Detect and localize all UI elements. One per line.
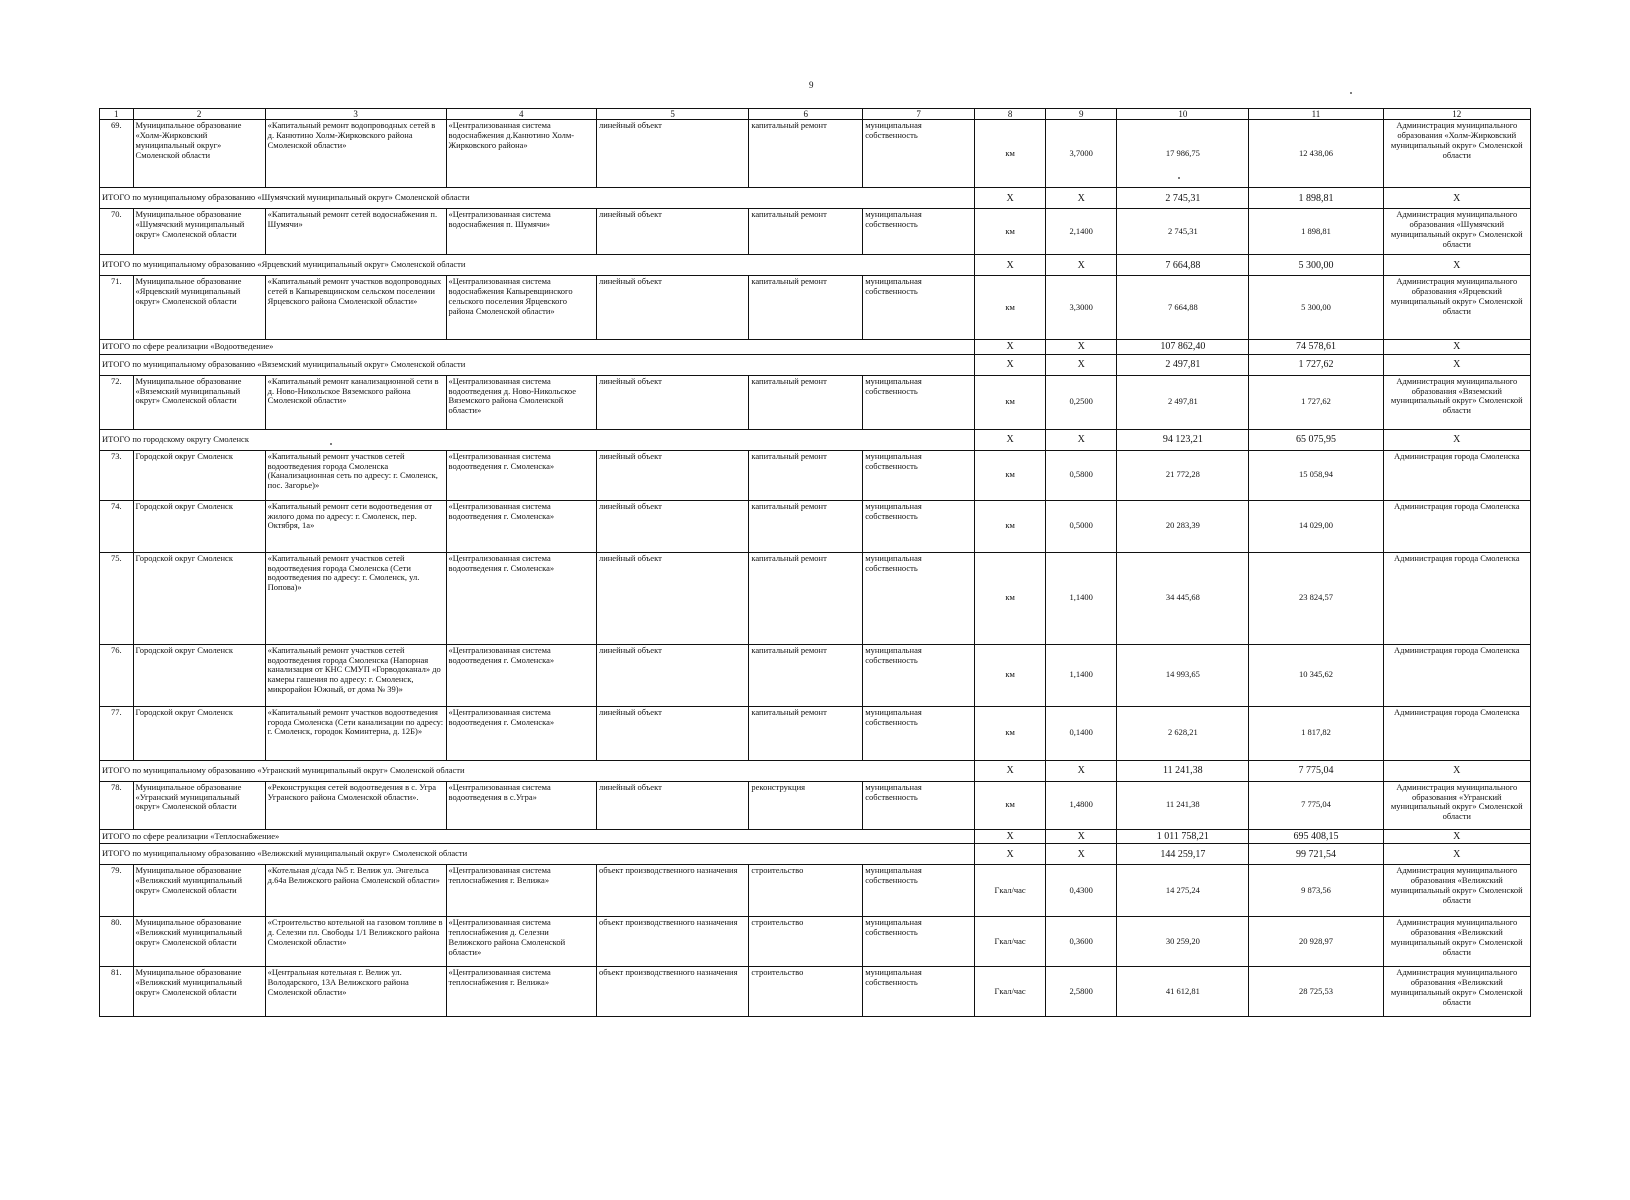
total-cost-regional: 695 408,15 [1249,829,1383,844]
total-cost-total: 1 011 758,21 [1117,829,1249,844]
ownership-cell: муниципальная собственность [863,375,975,429]
cost-regional-cell: 14 029,00 [1249,500,1383,552]
row-number: 74. [100,500,134,552]
ownership-cell: муниципальная собственность [863,967,975,1017]
object-type-cell: линейный объект [596,781,748,829]
total-row [100,829,1531,844]
total-cost-regional: 1 898,81 [1249,188,1383,209]
scan-speck [1350,92,1352,94]
column-number: 9 [1046,109,1117,120]
cost-total-cell: 2 745,31 [1117,209,1249,255]
activity-cell: строительство [749,865,863,917]
capacity-cell: 0,5800 [1046,450,1117,500]
column-number: 1 [100,109,134,120]
total-customer: X [1383,829,1530,844]
customer-cell: Администрация муниципального образования «Холм-Жирковский муниципальный округ» Смоленской области [1383,120,1530,188]
cost-regional-cell: 15 058,94 [1249,450,1383,500]
activity-cell: капитальный ремонт [749,706,863,760]
work-name-cell: «Реконструкция сетей водоотведения в с. Угра Угранского района Смоленской области». [265,781,446,829]
row-number: 78. [100,781,134,829]
capacity-cell: 0,2500 [1046,375,1117,429]
capacity-cell: 1,1400 [1046,644,1117,706]
municipality-cell: Муниципальное образование «Велижский муниципальный округ» Смоленской области [133,865,265,917]
column-number: 6 [749,109,863,120]
total-cost-regional: 1 727,62 [1249,354,1383,375]
work-name-cell: «Капитальный ремонт сетей водоснабжения п. Шумячи» [265,209,446,255]
system-cell: «Централизованная система водоснабжения п. Шумячи» [446,209,596,255]
table-row [100,450,1531,500]
unit-cell: км [975,552,1046,644]
customer-cell: Администрация города Смоленска [1383,706,1530,760]
cost-total-cell: 30 259,20 [1117,917,1249,967]
ownership-cell: муниципальная собственность [863,209,975,255]
row-number: 76. [100,644,134,706]
total-capacity: X [1046,255,1117,276]
municipality-cell: Городской округ Смоленск [133,644,265,706]
total-customer: X [1383,760,1530,781]
column-number: 4 [446,109,596,120]
object-type-cell: линейный объект [596,644,748,706]
table-row [100,552,1531,644]
activity-cell: строительство [749,967,863,1017]
total-label: ИТОГО по муниципальному образованию «Ярцевский муниципальный округ» Смоленской области [100,255,975,276]
cost-regional-cell: 1 817,82 [1249,706,1383,760]
row-number: 73. [100,450,134,500]
capacity-cell: 0,5000 [1046,500,1117,552]
customer-cell: Администрация муниципального образования «Угранский муниципальный округ» Смоленской области [1383,781,1530,829]
total-cost-regional: 5 300,00 [1249,255,1383,276]
unit-cell: км [975,375,1046,429]
unit-cell: км [975,209,1046,255]
capacity-cell: 2,1400 [1046,209,1117,255]
total-capacity: X [1046,429,1117,450]
ownership-cell: муниципальная собственность [863,644,975,706]
system-cell: «Централизованная система теплоснабжения д. Селезни Велижского района Смоленской области» [446,917,596,967]
total-row [100,340,1531,355]
object-type-cell: линейный объект [596,552,748,644]
system-cell: «Централизованная система водоснабжения Капыревщинского сельского поселения Ярцевского района Смоленской области» [446,276,596,340]
cost-regional-cell: 20 928,97 [1249,917,1383,967]
unit-cell: км [975,644,1046,706]
work-name-cell: «Капитальный ремонт водопроводных сетей в д. Канютино Холм-Жирковского района Смоленской области» [265,120,446,188]
total-customer: X [1383,354,1530,375]
table-row [100,500,1531,552]
municipality-cell: Муниципальное образование «Угранский муниципальный округ» Смоленской области [133,781,265,829]
total-unit: X [975,340,1046,355]
row-number: 79. [100,865,134,917]
cost-total-cell: 20 283,39 [1117,500,1249,552]
unit-cell: км [975,706,1046,760]
municipality-cell: Городской округ Смоленск [133,552,265,644]
total-cost-regional: 65 075,95 [1249,429,1383,450]
activity-cell: капитальный ремонт [749,209,863,255]
column-number: 10 [1117,109,1249,120]
ownership-cell: муниципальная собственность [863,276,975,340]
total-row [100,760,1531,781]
cost-total-cell: 11 241,38 [1117,781,1249,829]
unit-cell: км [975,450,1046,500]
total-unit: X [975,188,1046,209]
capacity-cell: 0,1400 [1046,706,1117,760]
customer-cell: Администрация города Смоленска [1383,644,1530,706]
column-number: 8 [975,109,1046,120]
object-type-cell: линейный объект [596,706,748,760]
object-type-cell: линейный объект [596,375,748,429]
table-row [100,375,1531,429]
cost-total-cell: 17 986,75 [1117,120,1249,188]
row-number: 81. [100,967,134,1017]
column-number: 7 [863,109,975,120]
row-number: 80. [100,917,134,967]
cost-total-cell: 41 612,81 [1117,967,1249,1017]
cost-regional-cell: 28 725,53 [1249,967,1383,1017]
municipality-cell: Муниципальное образование «Холм-Жирковский муниципальный округ» Смоленской области [133,120,265,188]
municipality-cell: Городской округ Смоленск [133,450,265,500]
work-name-cell: «Центральная котельная г. Велиж ул. Володарского, 13А Велижского района Смоленской области» [265,967,446,1017]
activity-cell: капитальный ремонт [749,120,863,188]
object-type-cell: объект производственного назначения [596,865,748,917]
capacity-cell: 0,4300 [1046,865,1117,917]
activity-cell: капитальный ремонт [749,276,863,340]
total-cost-total: 107 862,40 [1117,340,1249,355]
table-row [100,276,1531,340]
table-row [100,781,1531,829]
total-unit: X [975,255,1046,276]
table-row [100,209,1531,255]
customer-cell: Администрация муниципального образования «Вяземский муниципальный округ» Смоленской области [1383,375,1530,429]
total-unit: X [975,760,1046,781]
column-number: 5 [596,109,748,120]
activity-cell: капитальный ремонт [749,552,863,644]
system-cell: «Централизованная система теплоснабжения г. Велижа» [446,865,596,917]
total-label: ИТОГО по городскому округу Смоленск [100,429,975,450]
total-customer: X [1383,340,1530,355]
total-cost-regional: 99 721,54 [1249,844,1383,865]
column-number-row [100,109,1531,120]
system-cell: «Централизованная система теплоснабжения г. Велижа» [446,967,596,1017]
total-row [100,188,1531,209]
municipality-cell: Муниципальное образование «Шумячский муниципальный округ» Смоленской области [133,209,265,255]
cost-regional-cell: 1 727,62 [1249,375,1383,429]
capacity-cell: 3,3000 [1046,276,1117,340]
unit-cell: км [975,120,1046,188]
activity-cell: капитальный ремонт [749,375,863,429]
ownership-cell: муниципальная собственность [863,552,975,644]
table-row [100,120,1531,188]
scan-speck [1178,177,1180,179]
customer-cell: Администрация города Смоленска [1383,552,1530,644]
total-customer: X [1383,429,1530,450]
municipality-cell: Муниципальное образование «Вяземский муниципальный округ» Смоленской области [133,375,265,429]
cost-total-cell: 2 628,21 [1117,706,1249,760]
ownership-cell: муниципальная собственность [863,500,975,552]
object-type-cell: линейный объект [596,120,748,188]
total-cost-total: 144 259,17 [1117,844,1249,865]
row-number: 72. [100,375,134,429]
total-unit: X [975,829,1046,844]
column-number: 11 [1249,109,1383,120]
ownership-cell: муниципальная собственность [863,865,975,917]
total-customer: X [1383,188,1530,209]
work-name-cell: «Строительство котельной на газовом топливе в д. Селезни пл. Свободы 1/1 Велижского района Смоленской области» [265,917,446,967]
cost-total-cell: 14 275,24 [1117,865,1249,917]
unit-cell: км [975,276,1046,340]
customer-cell: Администрация муниципального образования «Велижский муниципальный округ» Смоленской области [1383,967,1530,1017]
ownership-cell: муниципальная собственность [863,917,975,967]
total-cost-total: 2 497,81 [1117,354,1249,375]
column-number: 2 [133,109,265,120]
activity-cell: строительство [749,917,863,967]
cost-regional-cell: 23 824,57 [1249,552,1383,644]
total-unit: X [975,844,1046,865]
row-number: 69. [100,120,134,188]
system-cell: «Централизованная система водоотведения г. Смоленска» [446,450,596,500]
capacity-cell: 2,5800 [1046,967,1117,1017]
row-number: 70. [100,209,134,255]
table-row [100,917,1531,967]
total-customer: X [1383,844,1530,865]
column-number: 12 [1383,109,1530,120]
total-label: ИТОГО по муниципальному образованию «Угранский муниципальный округ» Смоленской области [100,760,975,781]
table-row [100,706,1531,760]
total-cost-regional: 7 775,04 [1249,760,1383,781]
total-unit: X [975,429,1046,450]
work-name-cell: «Капитальный ремонт канализационной сети в д. Ново-Никольское Вяземского района Смоленской области» [265,375,446,429]
cost-regional-cell: 9 873,56 [1249,865,1383,917]
total-capacity: X [1046,340,1117,355]
cost-total-cell: 14 993,65 [1117,644,1249,706]
cost-regional-cell: 7 775,04 [1249,781,1383,829]
unit-cell: Гкал/час [975,967,1046,1017]
municipality-cell: Муниципальное образование «Ярцевский муниципальный округ» Смоленской области [133,276,265,340]
system-cell: «Централизованная система водоотведения г. Смоленска» [446,644,596,706]
unit-cell: Гкал/час [975,917,1046,967]
municipality-cell: Муниципальное образование «Велижский муниципальный округ» Смоленской области [133,967,265,1017]
cost-regional-cell: 1 898,81 [1249,209,1383,255]
unit-cell: км [975,500,1046,552]
cost-regional-cell: 10 345,62 [1249,644,1383,706]
total-cost-total: 11 241,38 [1117,760,1249,781]
row-number: 75. [100,552,134,644]
total-unit: X [975,354,1046,375]
work-name-cell: «Капитальный ремонт участков сетей водоотведения города Смоленска (Сети водоотведения по адресу: г. Смоленск, ул. Попова)» [265,552,446,644]
total-label: ИТОГО по сфере реализации «Водоотведение» [100,340,975,355]
capacity-cell: 1,1400 [1046,552,1117,644]
row-number: 77. [100,706,134,760]
customer-cell: Администрация муниципального образования «Шумячский муниципальный округ» Смоленской области [1383,209,1530,255]
page-number: 9 [809,80,814,90]
table-row [100,865,1531,917]
cost-total-cell: 21 772,28 [1117,450,1249,500]
total-cost-regional: 74 578,61 [1249,340,1383,355]
work-name-cell: «Капитальный ремонт сети водоотведения от жилого дома по адресу: г. Смоленск, пер. Октября, 1а» [265,500,446,552]
total-label: ИТОГО по муниципальному образованию «Велижский муниципальный округ» Смоленской области [100,844,975,865]
work-name-cell: «Капитальный ремонт участков водоотведения города Смоленска (Сети канализации по адресу: г. Смоленск, городок Коминтерна, д. 12Б)» [265,706,446,760]
total-customer: X [1383,255,1530,276]
object-type-cell: линейный объект [596,450,748,500]
total-row [100,429,1531,450]
total-label: ИТОГО по сфере реализации «Теплоснабжение» [100,829,975,844]
ownership-cell: муниципальная собственность [863,706,975,760]
customer-cell: Администрация муниципального образования «Велижский муниципальный округ» Смоленской области [1383,865,1530,917]
ownership-cell: муниципальная собственность [863,120,975,188]
capacity-cell: 0,3600 [1046,917,1117,967]
ownership-cell: муниципальная собственность [863,781,975,829]
total-capacity: X [1046,354,1117,375]
cost-regional-cell: 5 300,00 [1249,276,1383,340]
investment-program-table [99,108,1531,1017]
unit-cell: км [975,781,1046,829]
work-name-cell: «Капитальный ремонт участков сетей водоотведения города Смоленска (Канализационная сеть по адресу: г. Смоленск, пос. Загорье)» [265,450,446,500]
total-row [100,354,1531,375]
system-cell: «Централизованная система водоотведения г. Смоленска» [446,500,596,552]
cost-total-cell: 34 445,68 [1117,552,1249,644]
work-name-cell: «Котельная д/сада №5 г. Велиж ул. Энгельса д.64а Велижского района Смоленской области» [265,865,446,917]
cost-total-cell: 2 497,81 [1117,375,1249,429]
system-cell: «Централизованная система водоотведения г. Смоленска» [446,552,596,644]
cost-total-cell: 7 664,88 [1117,276,1249,340]
system-cell: «Централизованная система водоотведения г. Смоленска» [446,706,596,760]
system-cell: «Централизованная система водоотведения в с.Угра» [446,781,596,829]
total-label: ИТОГО по муниципальному образованию «Вяземский муниципальный округ» Смоленской области [100,354,975,375]
work-name-cell: «Капитальный ремонт участков сетей водоотведения города Смоленска (Напорная канализация от КНС СМУП «Горводоканал» до камеры гашения по адресу: г. Смоленск, микрорайон Южный, от дома № 39)» [265,644,446,706]
activity-cell: капитальный ремонт [749,450,863,500]
object-type-cell: линейный объект [596,276,748,340]
activity-cell: капитальный ремонт [749,500,863,552]
customer-cell: Администрация города Смоленска [1383,500,1530,552]
municipality-cell: Городской округ Смоленск [133,500,265,552]
total-capacity: X [1046,844,1117,865]
municipality-cell: Городской округ Смоленск [133,706,265,760]
total-row [100,255,1531,276]
object-type-cell: объект производственного назначения [596,967,748,1017]
system-cell: «Централизованная система водоотведения д. Ново-Никольское Вяземского района Смоленской области» [446,375,596,429]
object-type-cell: объект производственного назначения [596,917,748,967]
column-number: 3 [265,109,446,120]
total-cost-total: 94 123,21 [1117,429,1249,450]
row-number: 71. [100,276,134,340]
total-capacity: X [1046,760,1117,781]
total-row [100,844,1531,865]
total-capacity: X [1046,188,1117,209]
ownership-cell: муниципальная собственность [863,450,975,500]
system-cell: «Централизованная система водоснабжения д.Канютино Холм-Жирковского района» [446,120,596,188]
table-row [100,967,1531,1017]
object-type-cell: линейный объект [596,209,748,255]
customer-cell: Администрация муниципального образования «Велижский муниципальный округ» Смоленской области [1383,917,1530,967]
capacity-cell: 1,4800 [1046,781,1117,829]
total-capacity: X [1046,829,1117,844]
cost-regional-cell: 12 438,06 [1249,120,1383,188]
customer-cell: Администрация города Смоленска [1383,450,1530,500]
total-label: ИТОГО по муниципальному образованию «Шумячский муниципальный округ» Смоленской области [100,188,975,209]
scan-speck [330,443,332,445]
object-type-cell: линейный объект [596,500,748,552]
unit-cell: Гкал/час [975,865,1046,917]
total-cost-total: 2 745,31 [1117,188,1249,209]
capacity-cell: 3,7000 [1046,120,1117,188]
activity-cell: реконструкция [749,781,863,829]
table-row [100,644,1531,706]
total-cost-total: 7 664,88 [1117,255,1249,276]
activity-cell: капитальный ремонт [749,644,863,706]
municipality-cell: Муниципальное образование «Велижский муниципальный округ» Смоленской области [133,917,265,967]
customer-cell: Администрация муниципального образования «Ярцевский муниципальный округ» Смоленской области [1383,276,1530,340]
work-name-cell: «Капитальный ремонт участков водопроводных сетей в Капыревщинском сельском поселении Ярцевского района Смоленской области» [265,276,446,340]
